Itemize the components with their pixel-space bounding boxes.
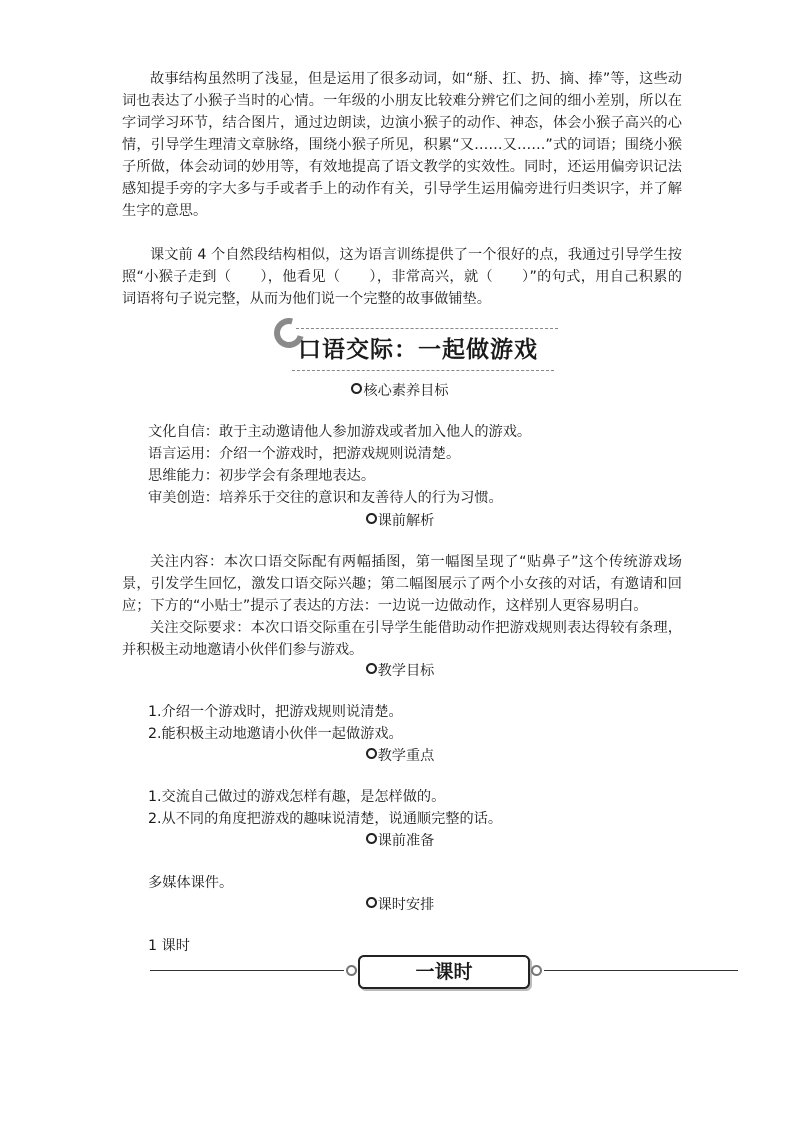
core-goal-line: 文化自信：敢于主动邀请他人参加游戏或者加入他人的游戏。 bbox=[148, 424, 532, 440]
analysis-paragraph-1: 关注内容：本次口语交际配有两幅插图，第一幅图呈现了“贴鼻子”这个传统游戏场景，引发学生回忆，激发口语交际兴趣；第二幅图展示了两个小女孩的对话，有邀请和回应；下方的“小贴士”提示了表达的方法：一边说一边做动作，这样别人更容易明白。 bbox=[122, 554, 682, 614]
schedule-line: 1 课时 bbox=[148, 938, 190, 954]
page-title: 口语交际：一起做游戏 bbox=[298, 337, 538, 363]
ring-bullet-icon bbox=[366, 663, 377, 674]
keypoint-line: 1.交流自己做过的游戏怎样有趣，是怎样做的。 bbox=[148, 789, 446, 805]
analysis-paragraph-2: 关注交际要求：本次口语交际重在引导学生能借助动作把游戏规则表达得较有条理，并积极主动地邀请小伙伴们参与游戏。 bbox=[122, 620, 682, 658]
keypoint-line: 2.从不同的角度把游戏的趣味说清楚，说通顺完整的话。 bbox=[148, 811, 503, 827]
divider-line bbox=[150, 970, 344, 971]
ring-bullet-icon bbox=[366, 897, 377, 908]
section-heading-core: 核心素养目标 bbox=[0, 380, 800, 402]
ring-bullet-icon bbox=[366, 513, 377, 524]
section-heading-keypoints: 教学重点 bbox=[0, 745, 800, 767]
divider-line bbox=[544, 970, 738, 971]
section-heading-schedule: 课时安排 bbox=[0, 894, 800, 916]
dot-ornament-icon bbox=[346, 965, 357, 976]
section-heading-prep: 课前准备 bbox=[0, 830, 800, 852]
core-goal-line: 思维能力：初步学会有条理地表达。 bbox=[148, 468, 376, 484]
lesson-divider bbox=[150, 955, 740, 987]
section-heading-goals: 教学目标 bbox=[0, 660, 800, 682]
ring-bullet-icon bbox=[351, 383, 362, 394]
section-heading-analysis: 课前解析 bbox=[0, 510, 800, 532]
lesson-label: 一课时 bbox=[358, 955, 530, 989]
intro-paragraph-1: 故事结构虽然明了浅显，但是运用了很多动词，如“掰、扛、扔、摘、捧”等，这些动词也表达了小猴子当时的心情。一年级的小朋友比较难分辨它们之间的细小差别，所以在字词学习环节，结合图片，通过边朗读，边演小猴子的动作、神态，体会小猴子高兴的心情，引导学生理清文章脉络，围绕小猴子所见，积累“又……又……”式的词语；围绕小猴子所做，体会动词的妙用等，有效地提高了语文教学的实效性。同时，还运用偏旁识记法感知提手旁的字大多与手或者手上的动作有关，引导学生运用偏旁进行归类识字，并了解生字的意思。 bbox=[122, 71, 682, 219]
ring-bullet-icon bbox=[366, 748, 377, 759]
divider-line bbox=[296, 328, 558, 329]
dot-ornament-icon bbox=[531, 965, 542, 976]
core-goal-line: 审美创造：培养乐于交往的意识和友善待人的行为习惯。 bbox=[148, 490, 503, 506]
core-goal-line: 语言运用：介绍一个游戏时，把游戏规则说清楚。 bbox=[148, 446, 461, 462]
section-title-banner bbox=[270, 318, 560, 378]
ring-bullet-icon bbox=[366, 833, 377, 844]
intro-paragraph-2: 课文前 4 个自然段结构相似，这为语言训练提供了一个很好的点，我通过引导学生按照“小猴子走到（ ），他看见（ ），非常高兴，就（ ）”的句式，用自己积累的词语将句子说完整，从而为他们说一个完整的故事做铺垫。 bbox=[122, 247, 682, 307]
divider-line bbox=[292, 370, 554, 371]
goal-line: 2.能积极主动地邀请小伙伴一起做游戏。 bbox=[148, 726, 403, 742]
goal-line: 1.介绍一个游戏时，把游戏规则说清楚。 bbox=[148, 704, 403, 720]
prep-line: 多媒体课件。 bbox=[148, 875, 234, 891]
